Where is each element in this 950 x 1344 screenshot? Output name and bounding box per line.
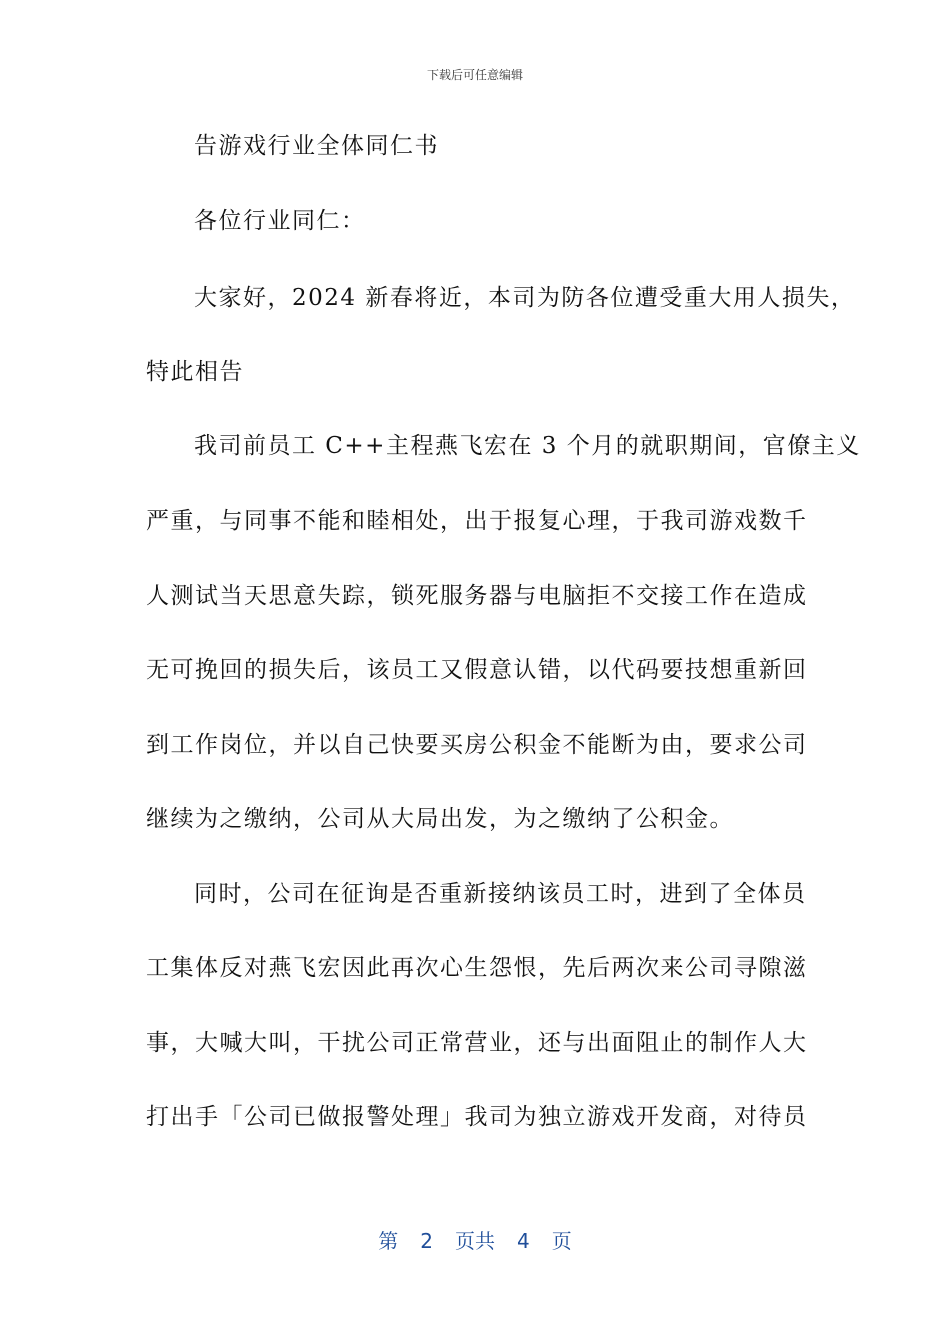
paragraph-line: 到工作岗位，并以自己快要买房公积金不能断为由，要求公司 <box>146 732 808 758</box>
page-footer <box>0 1225 950 1254</box>
header-note: 下载后可任意编辑 <box>426 68 523 82</box>
paragraph-line: 我司前员工 C++主程燕飞宏在 3 个月的就职期间，官僚主义 <box>194 433 861 459</box>
paragraph-line: 无可挽回的损失后，该员工又假意认错，以代码要技想重新回 <box>146 657 808 683</box>
paragraph-line: 特此相告 <box>146 359 244 385</box>
paragraph-line: 同时，公司在征询是否重新接纳该员工时，进到了全体员 <box>194 881 807 907</box>
paragraph-line: 工集体反对燕飞宏因此再次心生怨恨，先后两次来公司寻隙滋 <box>146 955 808 981</box>
paragraph-line: 严重，与同事不能和睦相处，出于报复心理，于我司游戏数千 <box>146 508 808 534</box>
paragraph-line: 大家好，2024 新春将近，本司为防各位遭受重大用人损失， <box>194 285 856 311</box>
footer-middle: 页共 <box>455 1229 495 1253</box>
paragraph-line: 事，大喊大叫，干扰公司正常营业，还与出面阻止的制作人大 <box>146 1030 808 1056</box>
footer-total-pages: 4 <box>517 1229 530 1253</box>
footer-page-number: 2 <box>420 1229 433 1253</box>
paragraph-line: 打出手「公司已做报警处理」我司为独立游戏开发商，对待员 <box>146 1104 808 1130</box>
footer-prefix: 第 <box>378 1229 399 1253</box>
paragraph-line: 人测试当天思意失踪，锁死服务器与电脑拒不交接工作在造成 <box>146 583 808 609</box>
document-title: 告游戏行业全体同仁书 <box>194 133 439 159</box>
footer-suffix: 页 <box>551 1229 572 1253</box>
salutation: 各位行业同仁： <box>194 208 366 234</box>
paragraph-line: 继续为之缴纳，公司从大局出发，为之缴纳了公积金。 <box>146 806 734 832</box>
